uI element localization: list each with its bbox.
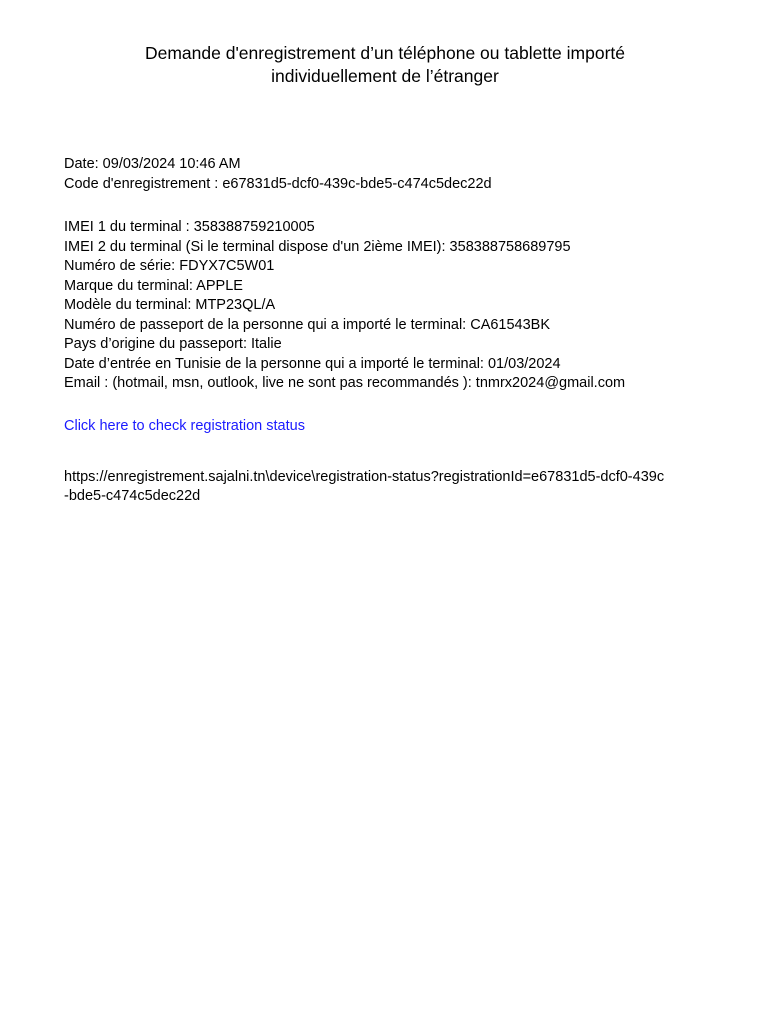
passport-number-line: Numéro de passeport de la personne qui a importé le terminal: CA61543BK bbox=[64, 316, 551, 333]
title-line-2: individuellement de l’étranger bbox=[271, 66, 499, 86]
entry-date-line: Date d’entrée en Tunisie de la personne qui a importé le terminal: 01/03/2024 bbox=[64, 355, 561, 372]
registration-code-line: Code d'enregistrement : e67831d5-dcf0-439c-bde5-c474c5dec22d bbox=[64, 175, 492, 192]
check-registration-status-link[interactable]: Click here to check registration status bbox=[64, 418, 305, 434]
document-title bbox=[40, 42, 730, 88]
model-line: Modèle du terminal: MTP23QL/A bbox=[64, 297, 276, 313]
brand-line: Marque du terminal: APPLE bbox=[64, 277, 243, 294]
imei2-line: IMEI 2 du terminal (Si le terminal dispose d'un 2ième IMEI): 358388758689795 bbox=[64, 238, 571, 255]
date-line: Date: 09/03/2024 10:46 AM bbox=[64, 156, 241, 172]
email-line: Email : (hotmail, msn, outlook, live ne sont pas recommandés ): tnmrx2024@gmail.com bbox=[64, 375, 626, 391]
imei1-line: IMEI 1 du terminal : 358388759210005 bbox=[64, 219, 315, 235]
url-line-1: https://enregistrement.sajalni.tn\device\registration-status?registrationId=e67831d5-dcf0-439c bbox=[64, 469, 665, 485]
serial-number-line: Numéro de série: FDYX7C5W01 bbox=[64, 258, 275, 274]
title-line-1: Demande d'enregistrement d’un téléphone ou tablette importé bbox=[144, 43, 626, 63]
device-details bbox=[64, 218, 754, 394]
registration-status-url bbox=[64, 468, 724, 506]
url-line-2: -bde5-c474c5dec22d bbox=[64, 488, 201, 504]
registration-meta bbox=[64, 155, 744, 194]
passport-country-line: Pays d’origine du passeport: Italie bbox=[64, 336, 282, 352]
